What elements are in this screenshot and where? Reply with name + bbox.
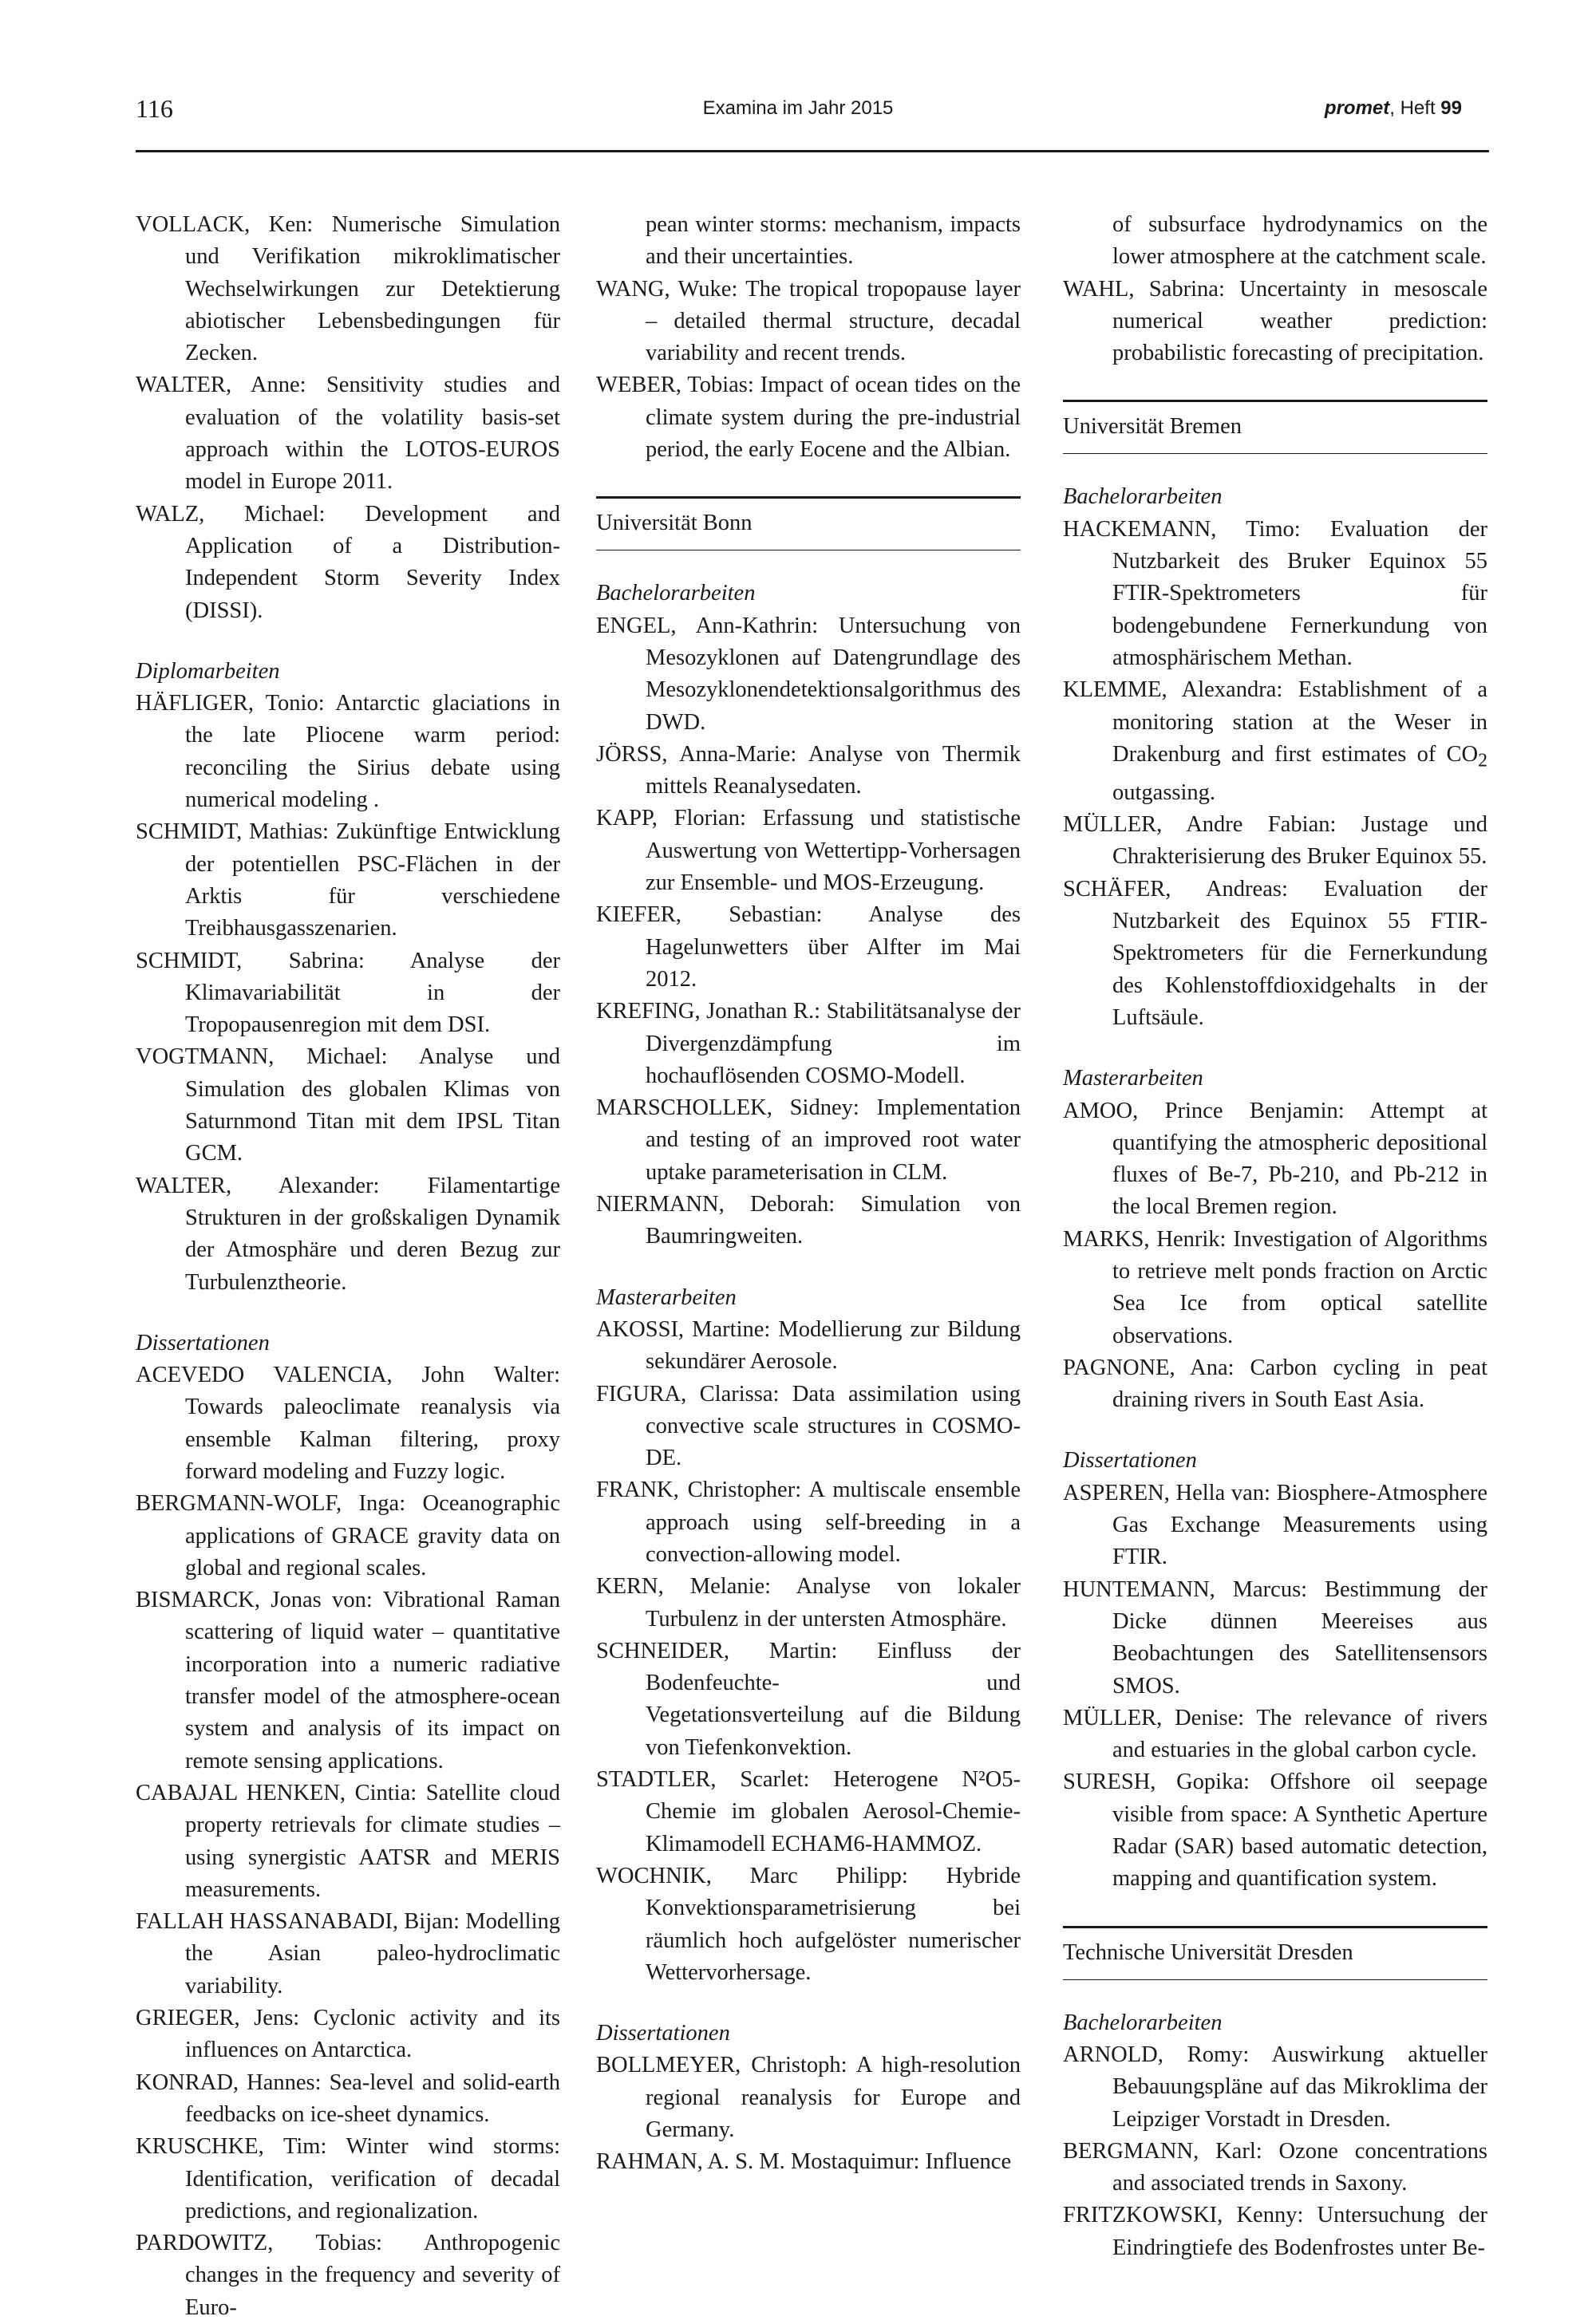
category-heading: Bachelorarbeiten: [1063, 2010, 1223, 2035]
column-2: [596, 209, 1021, 2179]
thesis-entry: KIEFER, Sebastian: Analyse des Hagelunwetters über Alfter im Mai 2012.: [596, 902, 1021, 992]
thesis-entry: SCHÄFER, Andreas: Evaluation der Nutzbarkeit des Equinox 55 FTIR-Spektrometers für die Fernerkundung des Kohlenstoffdioxidgehalts in der Luftsäule.: [1063, 876, 1487, 1030]
thesis-entry: MÜLLER, Andre Fabian: Justage und Chrakterisierung des Bruker Equinox 55.: [1063, 812, 1487, 870]
thesis-entry: BOLLMEYER, Christoph: A high-resolution regional reanalysis for Europe and Germany.: [596, 2053, 1021, 2143]
thesis-entry: KRUSCHKE, Tim: Winter wind storms: Identification, verification of decadal predictions, and regionalization.: [136, 2134, 560, 2223]
thesis-entry: FRANK, Christopher: A multiscale ensemble approach using self-breeding in a convection-allowing model.: [596, 1478, 1021, 1567]
thesis-entry: KAPP, Florian: Erfassung und statistische Auswertung von Wettertipp-Vorhersagen zur Ensemble- und MOS-Erzeugung.: [596, 806, 1021, 896]
thesis-entry: SCHMIDT, Mathias: Zukünftige Entwicklung der potentiellen PSC-Flächen in der Arktis für verschiedene Treibhausgasszenarien.: [136, 819, 560, 941]
thesis-entry: JÖRSS, Anna-Marie: Analyse von Thermik mittels Reanalysedaten.: [596, 741, 1021, 799]
thesis-entry: HÄFLIGER, Tonio: Antarctic glaciations in the late Pliocene warm period: reconciling the Sirius debate using numerical modeling .: [136, 691, 560, 813]
university-heading: Universität Bonn: [596, 496, 1021, 550]
thesis-entry: BERGMANN, Karl: Ozone concentrations and associated trends in Saxony.: [1063, 2138, 1487, 2196]
thesis-entry: RAHMAN, A. S. M. Mostaquimur: Influence: [596, 2149, 1012, 2175]
thesis-entry: ASPEREN, Hella van: Biosphere-Atmosphere Gas Exchange Measurements using FTIR.: [1063, 1480, 1487, 1570]
category-heading: Masterarbeiten: [596, 1284, 737, 1310]
thesis-entry: HUNTEMANN, Marcus: Bestimmung der Dicke dünnen Meereises aus Beobachtungen des Satellitensensors SMOS.: [1063, 1576, 1487, 1699]
thesis-entry: KERN, Melanie: Analyse von lokaler Turbulenz in der untersten Atmosphäre.: [596, 1574, 1021, 1632]
thesis-entry: WANG, Wuke: The tropical tropopause layer – detailed thermal structure, decadal variability and recent trends.: [596, 276, 1021, 366]
category-heading: Dissertationen: [1063, 1448, 1197, 1474]
thesis-entry: AKOSSI, Martine: Modellierung zur Bildung sekundärer Aerosole.: [596, 1316, 1021, 1375]
university-heading: Technische Universität Dresden: [1063, 1926, 1487, 1980]
thesis-entry: KREFING, Jonathan R.: Stabilitätsanalyse der Divergenzdämpfung im hochauflösenden COSMO-Modell.: [596, 999, 1021, 1088]
thesis-entry: WALZ, Michael: Development and Application of a Distribution-Independent Storm Severity Index (DISSI).: [136, 501, 560, 623]
category-heading: Dissertationen: [596, 2021, 730, 2046]
journal-issue: [1325, 97, 1462, 120]
university-heading: Universität Bremen: [1063, 400, 1487, 454]
subscript: 2: [1478, 750, 1487, 771]
thesis-entry: VOLLACK, Ken: Numerische Simulation und Verifikation mikroklimatischer Wechselwirkungen zur Detektierung abiotischer Lebensbedingungen für Zecken.: [136, 212, 560, 366]
thesis-entry: GRIEGER, Jens: Cyclonic activity and its influences on Antarctica.: [136, 2006, 560, 2063]
thesis-entry: PARDOWITZ, Tobias: Anthropogenic changes in the frequency and severity of Euro-: [136, 2231, 560, 2320]
thesis-entry: FALLAH HASSANABADI, Bijan: Modelling the Asian paleo-hydroclimatic variability.: [136, 1909, 560, 1998]
category-heading: Bachelorarbeiten: [1063, 484, 1223, 510]
thesis-entry: WAHL, Sabrina: Uncertainty in mesoscale numerical weather prediction: probabilistic forecasting of precipitation.: [1063, 276, 1487, 366]
thesis-entry-continued: pean winter storms: mechanism, impacts and their uncertainties.: [646, 212, 1021, 270]
page-number: 116: [136, 94, 173, 123]
running-title: Examina im Jahr 2015: [702, 97, 894, 119]
category-heading: Diplomarbeiten: [136, 658, 280, 684]
thesis-entry-text: outgassing.: [1112, 779, 1216, 805]
header-rule: [136, 150, 1489, 152]
thesis-entry: NIERMANN, Deborah: Simulation von Baumringweiten.: [596, 1192, 1021, 1249]
journal-brand: promet: [1324, 97, 1390, 119]
thesis-entry: SURESH, Gopika: Offshore oil seepage visible from space: A Synthetic Aperture Radar (SAR) based automatic detection, mapping and quantification system.: [1063, 1770, 1487, 1892]
thesis-entry: WALTER, Alexander: Filamentartige Strukturen in der großskaligen Dynamik der Atmosphäre und deren Bezug zur Turbulenztheorie.: [136, 1173, 560, 1295]
thesis-entry: WALTER, Anne: Sensitivity studies and evaluation of the volatility basis-set approach within the LOTOS-EUROS model in Europe 2011.: [136, 373, 560, 495]
thesis-entry: HACKEMANN, Timo: Evaluation der Nutzbarkeit des Bruker Equinox 55 FTIR-Spektrometers für bodengebundene Fernerkundung von atmosphärischem Methan.: [1063, 516, 1487, 670]
thesis-entry: KONRAD, Hannes: Sea-level and solid-earth feedbacks on ice-sheet dynamics.: [136, 2070, 560, 2127]
thesis-entry: MÜLLER, Denise: The relevance of rivers and estuaries in the global carbon cycle.: [1063, 1705, 1487, 1763]
category-heading: Bachelorarbeiten: [596, 581, 756, 606]
thesis-entry: WOCHNIK, Marc Philipp: Hybride Konvektionsparametrisierung bei räumlich hoch aufgelöster numerischer Wettervorhersage.: [596, 1863, 1021, 1985]
category-heading: Masterarbeiten: [1063, 1066, 1203, 1091]
thesis-entry-text: KLEMME, Alexandra: Establishment of a monitoring station at the Weser in Drakenburg and first estimates of CO: [1063, 677, 1487, 767]
thesis-entry: [1063, 674, 1487, 809]
thesis-entry: ARNOLD, Romy: Auswirkung aktueller Bebauungspläne auf das Mikroklima der Leipziger Vorstadt in Dresden.: [1063, 2042, 1487, 2132]
thesis-entry: FIGURA, Clarissa: Data assimilation using convective scale structures in COSMO-DE.: [596, 1381, 1021, 1471]
thesis-entry: FRITZKOWSKI, Kenny: Untersuchung der Eindringtiefe des Bodenfrostes unter Be-: [1063, 2203, 1487, 2260]
thesis-entry: ENGEL, Ann-Kathrin: Untersuchung von Mesozyklonen auf Datengrundlage des Mesozyklonendetektionsalgorithmus des DWD.: [596, 613, 1021, 735]
thesis-entry: SCHNEIDER, Martin: Einfluss der Bodenfeuchte- und Vegetationsverteilung auf die Bildung von Tiefenkonvektion.: [596, 1638, 1021, 1760]
thesis-entry: BISMARCK, Jonas von: Vibrational Raman scattering of liquid water – quantitative incorporation into a numeric radiative transfer model of the atmosphere-ocean system and analysis of its impact on remote sensing applications.: [136, 1588, 560, 1774]
thesis-entry: AMOO, Prince Benjamin: Attempt at quantifying the atmospheric depositional fluxes of Be-7, Pb-210, and Pb-212 in the local Bremen region.: [1063, 1098, 1487, 1220]
thesis-entry-continued: of subsurface hydrodynamics on the lower atmosphere at the catchment scale.: [1112, 212, 1487, 270]
thesis-entry: MARSCHOLLEK, Sidney: Implementation and testing of an improved root water uptake parameterisation in CLM.: [596, 1095, 1021, 1185]
thesis-entry: SCHMIDT, Sabrina: Analyse der Klimavariabilität in der Tropopausenregion mit dem DSI.: [136, 948, 560, 1038]
thesis-entry: PAGNONE, Ana: Carbon cycling in peat draining rivers in South East Asia.: [1063, 1355, 1487, 1413]
thesis-entry: ACEVEDO VALENCIA, John Walter: Towards paleoclimate reanalysis via ensemble Kalman filtering, proxy forward modeling and Fuzzy logic.: [136, 1363, 560, 1484]
column-3: [1063, 209, 1487, 2264]
thesis-entry: VOGTMANN, Michael: Analyse und Simulation des globalen Klimas von Saturnmond Titan mit dem IPSL Titan GCM.: [136, 1044, 560, 1166]
thesis-entry: WEBER, Tobias: Impact of ocean tides on the climate system during the pre-industrial period, the early Eocene and the Albian.: [596, 373, 1021, 463]
thesis-entry: CABAJAL HENKEN, Cintia: Satellite cloud property retrievals for climate studies – using synergistic AATSR and MERIS measurements.: [136, 1780, 560, 1902]
category-heading: Dissertationen: [136, 1330, 270, 1355]
thesis-entry: BERGMANN-WOLF, Inga: Oceanographic applications of GRACE gravity data on global and regional scales.: [136, 1491, 560, 1580]
journal-issue-label: , Heft: [1389, 97, 1441, 119]
thesis-entry: MARKS, Henrik: Investigation of Algorithms to retrieve melt ponds fraction on Arctic Sea Ice from optical satellite observations.: [1063, 1226, 1487, 1348]
journal-issue-number: 99: [1440, 97, 1462, 119]
thesis-entry: STADTLER, Scarlet: Heterogene N²O5-Chemie im globalen Aerosol-Chemie-Klimamodell ECHAM6-HAMMOZ.: [596, 1767, 1021, 1856]
column-1: [136, 209, 560, 2324]
